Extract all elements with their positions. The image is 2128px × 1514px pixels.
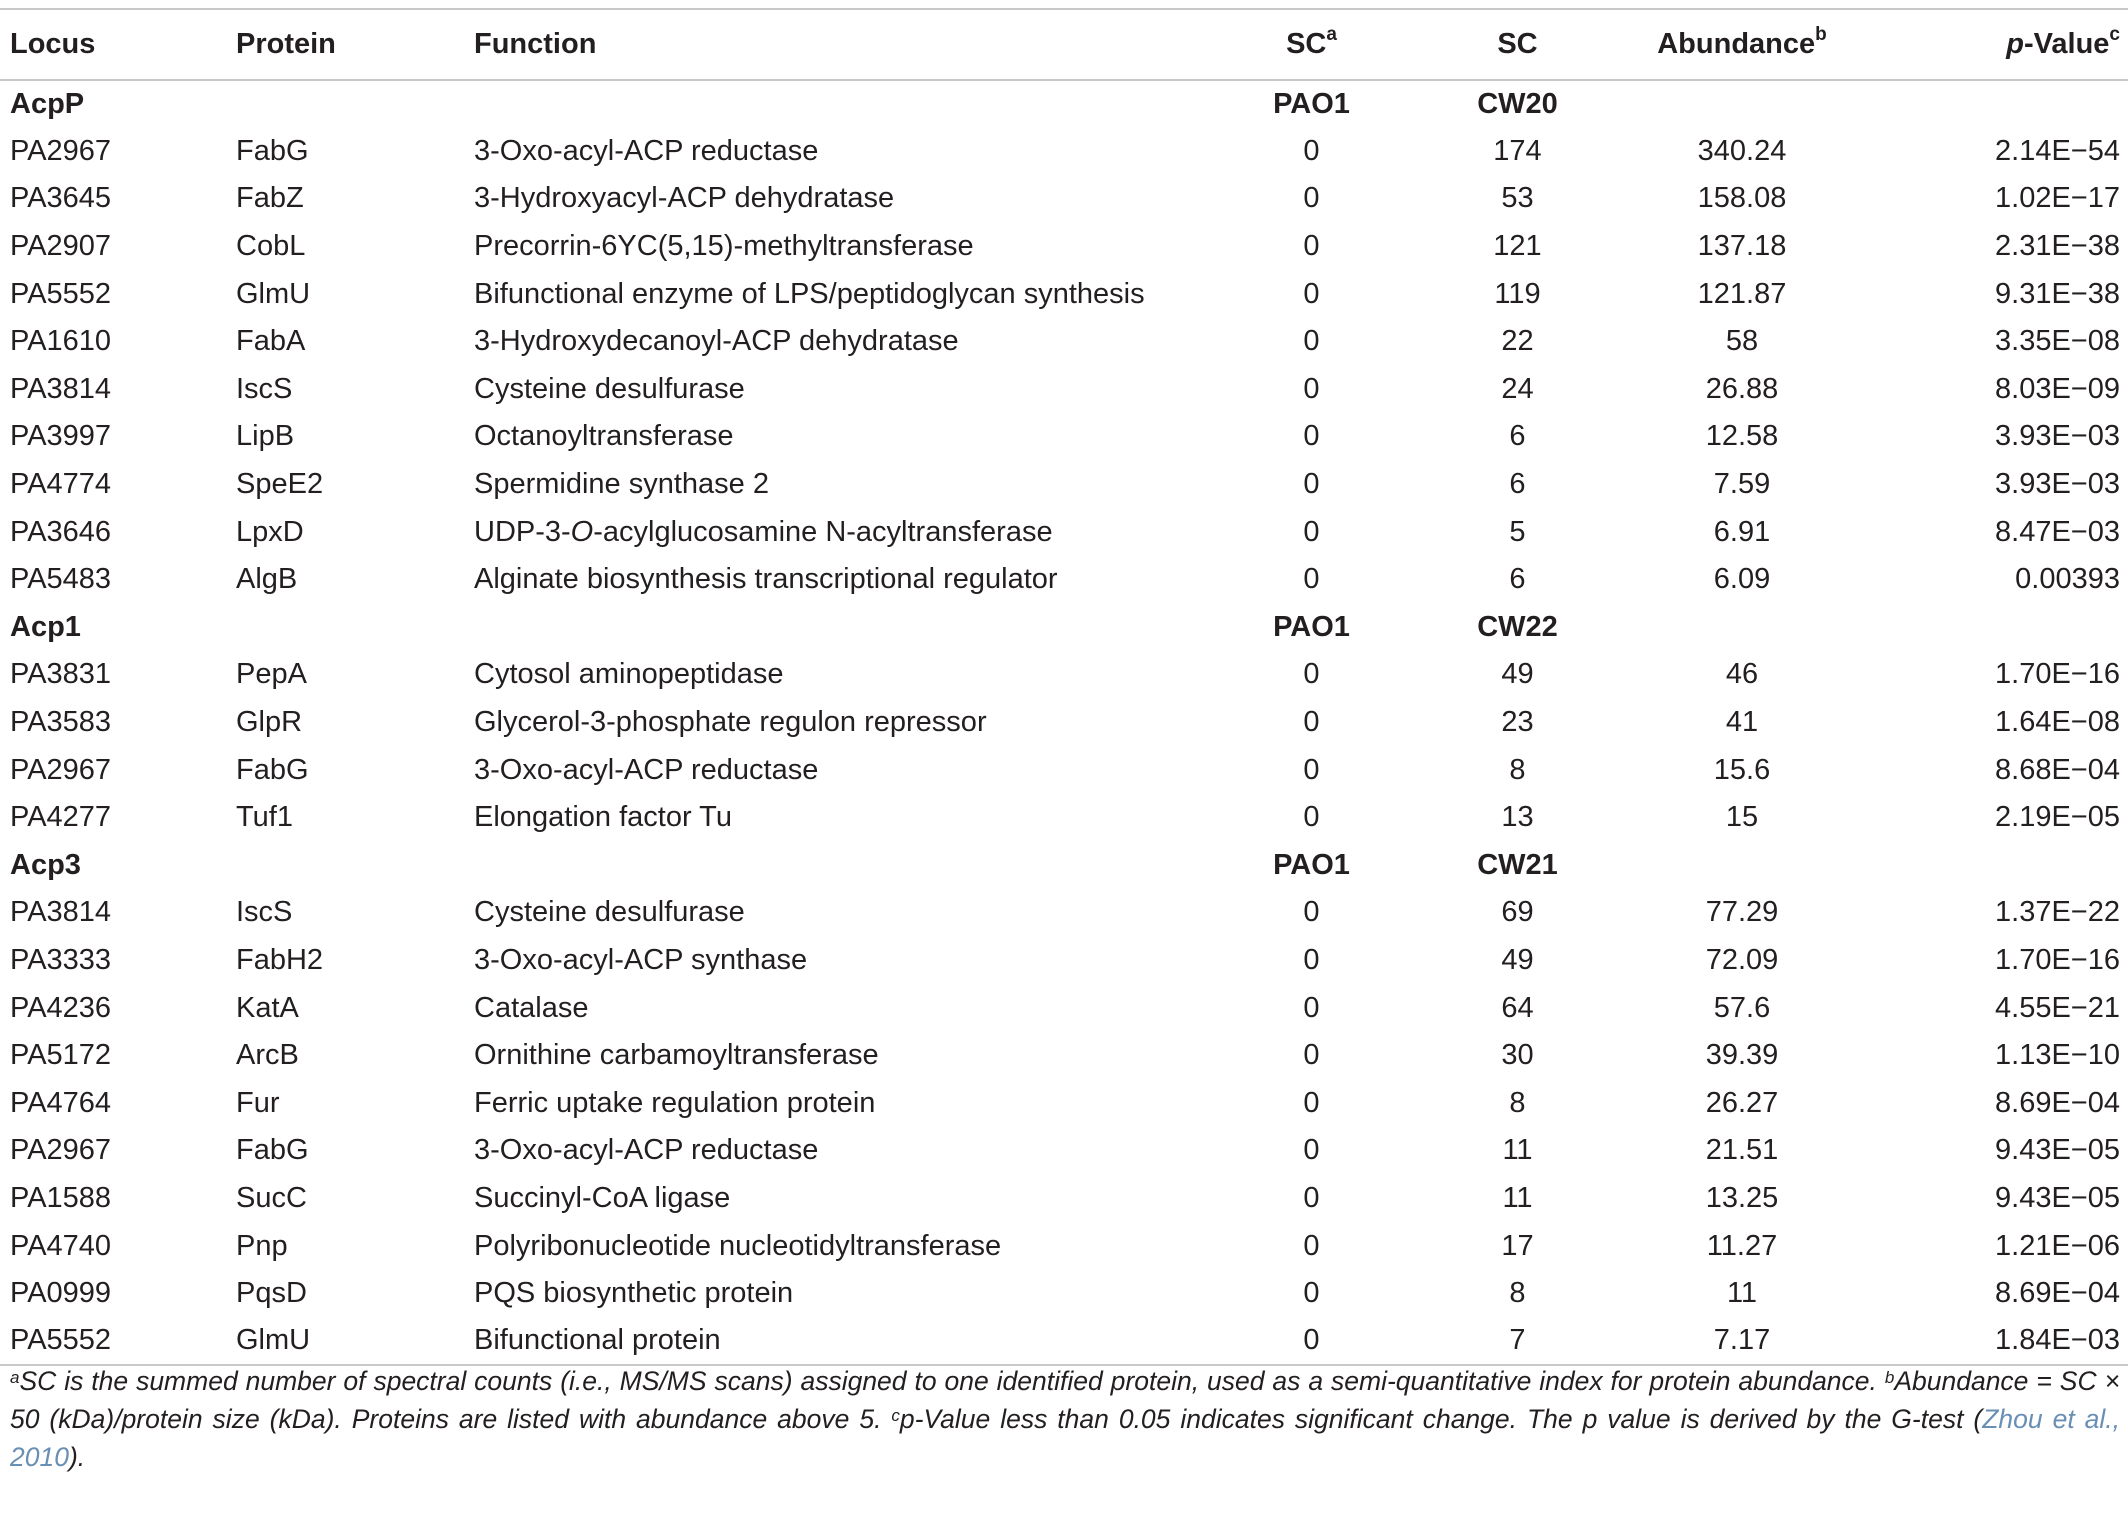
cell-sc: 7 xyxy=(1429,1317,1606,1365)
cell-abundance: 72.09 xyxy=(1705,943,1779,976)
group-strain-a: PAO1 xyxy=(1273,848,1350,881)
cell-function: Octanoyltransferase xyxy=(474,420,734,453)
cell-function: Glycerol-3-phosphate regulon repressor xyxy=(474,706,987,739)
table-row xyxy=(0,1127,2128,1175)
cell-sc-a: 0 xyxy=(1303,230,1320,263)
header-function: Function xyxy=(474,9,1194,80)
footnote-mark-a: a xyxy=(1326,24,1337,45)
cell-abundance: 12.58 xyxy=(1705,420,1779,453)
cell-function: Cysteine desulfurase xyxy=(474,372,745,405)
table-row xyxy=(0,937,2128,985)
cell-locus: PA2967 xyxy=(10,753,112,786)
cell-function: 3-Oxo-acyl-ACP synthase xyxy=(474,943,808,976)
cell-function: 3-Hydroxyacyl-ACP dehydratase xyxy=(474,182,895,215)
cell-sc: 69 xyxy=(1501,896,1534,929)
group-name: Acp1 xyxy=(10,610,81,643)
cell-function: Bifunctional enzyme of LPS/peptidoglycan synthesis xyxy=(474,277,1145,310)
cell-protein: CobL xyxy=(236,230,306,263)
cell-protein: ArcB xyxy=(236,1039,299,1072)
header-abundance: Abundance$^b$ xyxy=(1606,9,1878,80)
table-row xyxy=(0,175,2128,223)
cell-sc-a: 0 xyxy=(1303,658,1320,691)
cell-pvalue: 9.43E−05 xyxy=(1995,1134,2120,1167)
table-row xyxy=(0,1079,2128,1127)
cell-sc-a: 0 xyxy=(1303,896,1320,929)
cell-function: Ornithine carbamoyltransferase xyxy=(474,1039,879,1072)
cell-pvalue: 8.03E−09 xyxy=(1995,372,2120,405)
cell-sc: 11 xyxy=(1502,1181,1533,1214)
cell-function: Elongation factor Tu xyxy=(474,801,732,834)
cell-locus: PA4236 xyxy=(10,991,112,1024)
cell-sc: 121 xyxy=(1493,230,1542,263)
cell-sc: 22 xyxy=(1501,325,1534,358)
cell-sc-a: 0 xyxy=(1303,706,1320,739)
table-row xyxy=(0,699,2128,747)
cell-sc-a: 0 xyxy=(1303,277,1320,310)
cell-protein: AlgB xyxy=(236,563,298,596)
cell-locus: PA3814 xyxy=(10,372,112,405)
cell-sc-a: 0 xyxy=(1303,991,1320,1024)
cell-locus: PA2907 xyxy=(10,230,112,263)
cell-sc: 17 xyxy=(1501,1229,1534,1262)
cell-sc-a: 0 xyxy=(1303,515,1320,548)
cell-function: Spermidine synthase 2 xyxy=(474,468,769,501)
header-row xyxy=(0,9,2128,80)
cell-sc-a: 0 xyxy=(1303,563,1320,596)
cell-pvalue: 2.14E−54 xyxy=(1995,134,2120,167)
cell-function: 3-Hydroxydecanoyl-ACP dehydratase xyxy=(474,325,959,358)
cell-pvalue: 4.55E−21 xyxy=(1995,991,2120,1024)
cell-protein: KatA xyxy=(236,991,299,1024)
table-row xyxy=(0,1270,2128,1318)
cell-function: Alginate biosynthesis transcriptional regulator xyxy=(474,563,1058,596)
cell-sc-a: 0 xyxy=(1303,1086,1320,1119)
cell-sc-a: 0 xyxy=(1194,1317,1429,1365)
cell-protein: SpeE2 xyxy=(236,468,324,501)
cell-protein: PepA xyxy=(236,658,307,691)
group-row xyxy=(0,80,2128,128)
cell-pvalue: 1.13E−10 xyxy=(1995,1039,2120,1072)
table-row xyxy=(0,270,2128,318)
cell-abundance: 26.88 xyxy=(1705,372,1779,405)
cell-sc-a: 0 xyxy=(1303,943,1320,976)
cell-protein: FabH2 xyxy=(236,943,324,976)
cell-abundance: 7.59 xyxy=(1713,468,1771,501)
cell-sc-a: 0 xyxy=(1303,1039,1320,1072)
table-body xyxy=(0,80,2128,1365)
table-row xyxy=(0,984,2128,1032)
table-row xyxy=(0,651,2128,699)
table-row xyxy=(0,128,2128,176)
cell-pvalue: 8.69E−04 xyxy=(1995,1277,2120,1310)
cell-abundance: 15.6 xyxy=(1713,753,1771,786)
cell-abundance: 41 xyxy=(1725,706,1759,739)
cell-locus: PA4277 xyxy=(10,801,112,834)
group-strain-b: CW20 xyxy=(1477,87,1558,120)
header-sc: SC xyxy=(1429,9,1606,80)
cell-protein: FabA xyxy=(236,325,306,358)
cell-sc: 5 xyxy=(1509,515,1526,548)
cell-sc-a: 0 xyxy=(1303,372,1320,405)
cell-sc-a: 0 xyxy=(1303,420,1320,453)
table-row xyxy=(0,746,2128,794)
table-row xyxy=(0,461,2128,509)
cell-pvalue: 9.31E−38 xyxy=(1995,277,2120,310)
cell-locus: PA3646 xyxy=(10,515,112,548)
cell-pvalue: 2.19E−05 xyxy=(1995,801,2120,834)
cell-pvalue: 3.93E−03 xyxy=(1995,468,2120,501)
group-strain-a: PAO1 xyxy=(1273,610,1350,643)
cell-sc: 8 xyxy=(1509,1277,1526,1310)
cell-function: Cysteine desulfurase xyxy=(474,896,745,929)
cell-pvalue: 8.69E−04 xyxy=(1995,1086,2120,1119)
table-row xyxy=(0,223,2128,271)
cell-protein: LipB xyxy=(236,420,295,453)
cell-abundance: 11 xyxy=(1726,1277,1758,1310)
cell-abundance: 158.08 xyxy=(1697,182,1787,215)
cell-protein: GlpR xyxy=(236,706,303,739)
cell-protein: GlmU xyxy=(236,277,311,310)
cell-locus: PA5172 xyxy=(10,1039,112,1072)
cell-locus: PA4740 xyxy=(10,1229,112,1262)
cell-locus: PA2967 xyxy=(10,134,112,167)
cell-protein: LpxD xyxy=(236,515,304,548)
cell-locus: PA3333 xyxy=(10,943,112,976)
cell-function: 3-Oxo-acyl-ACP reductase xyxy=(474,134,819,167)
cell-sc-a: 0 xyxy=(1303,325,1320,358)
cell-sc-a: 0 xyxy=(1303,1181,1320,1214)
cell-sc-a: 0 xyxy=(1303,182,1320,215)
cell-protein: Pnp xyxy=(236,1229,288,1262)
cell-sc: 30 xyxy=(1501,1039,1534,1072)
header-protein: Protein xyxy=(236,9,474,80)
table-row xyxy=(0,1175,2128,1223)
cell-pvalue: 2.31E−38 xyxy=(1995,230,2120,263)
cell-pvalue: 0.00393 xyxy=(2015,563,2120,596)
cell-locus: PA4764 xyxy=(10,1086,112,1119)
table-footnotes: $^a$SC is the summed number of spectral counts (i.e., MS/MS scans) assigned to one identified protein, used as a semi-quantitative index for protein abundance. $^b$Abundance = SC × 50 (kDa)/protein size (kDa). Proteins are listed with abundance above 5. $^c$p-Value less than 0.05 indicates significant change. The p value is derived by the G-test (Zhou et al., 2010). xyxy=(10,1366,2120,1472)
table-row xyxy=(0,889,2128,937)
table-row xyxy=(0,1317,2128,1365)
cell-function: UDP-3-O-acylglucosamine N-acyltransferase xyxy=(474,515,1053,548)
cell-protein: FabG xyxy=(236,753,309,786)
cell-abundance: 11.27 xyxy=(1706,1229,1778,1262)
cell-sc: 119 xyxy=(1494,277,1541,310)
header-pvalue: p-Value$^c$ xyxy=(1878,9,2128,80)
cell-locus: PA3831 xyxy=(10,658,112,691)
cell-sc: 6 xyxy=(1509,563,1526,596)
cell-protein: SucC xyxy=(236,1181,307,1214)
cell-sc: 8 xyxy=(1509,753,1526,786)
group-row xyxy=(0,604,2128,652)
group-strain-a: PAO1 xyxy=(1273,87,1350,120)
cell-abundance: 7.17 xyxy=(1606,1317,1878,1365)
cell-function: Bifunctional protein xyxy=(474,1317,1194,1365)
cell-pvalue: 1.70E−16 xyxy=(1995,658,2120,691)
cell-pvalue: 1.84E−03 xyxy=(1878,1317,2128,1365)
cell-sc-a: 0 xyxy=(1303,1229,1320,1262)
cell-sc: 6 xyxy=(1509,468,1526,501)
cell-protein: GlmU xyxy=(236,1317,474,1365)
cell-sc: 23 xyxy=(1501,706,1534,739)
cell-sc-a: 0 xyxy=(1303,1277,1320,1310)
cell-protein: FabG xyxy=(236,134,309,167)
cell-abundance: 77.29 xyxy=(1705,896,1779,929)
cell-locus: PA5552 xyxy=(10,277,112,310)
cell-abundance: 6.09 xyxy=(1713,563,1771,596)
cell-protein: Fur xyxy=(236,1086,280,1119)
footnote-b: Abundance = SC × 50 (kDa)/protein size (kDa). Proteins are listed with abundance above 5. xyxy=(10,1366,2120,1434)
footnote-mark-c: c xyxy=(2109,24,2120,45)
cell-abundance: 137.18 xyxy=(1697,230,1787,263)
citation-link[interactable]: Zhou et al., 2010 xyxy=(10,1404,2120,1472)
cell-pvalue: 1.70E−16 xyxy=(1995,943,2120,976)
cell-protein: Tuf1 xyxy=(236,801,293,834)
cell-function: Catalase xyxy=(474,991,589,1024)
cell-abundance: 340.24 xyxy=(1697,134,1787,167)
cell-locus: PA5552 xyxy=(0,1317,236,1365)
cell-locus: PA0999 xyxy=(10,1277,112,1310)
cell-locus: PA2967 xyxy=(10,1134,112,1167)
cell-sc-a: 0 xyxy=(1303,1134,1320,1167)
cell-abundance: 39.39 xyxy=(1705,1039,1779,1072)
header-locus: Locus xyxy=(0,9,236,80)
cell-locus: PA3645 xyxy=(10,182,112,215)
cell-function: 3-Oxo-acyl-ACP reductase xyxy=(474,753,819,786)
cell-abundance: 15 xyxy=(1725,801,1759,834)
cell-pvalue: 9.43E−05 xyxy=(1995,1181,2120,1214)
cell-function: Succinyl-CoA ligase xyxy=(474,1181,731,1214)
cell-pvalue: 3.35E−08 xyxy=(1995,325,2120,358)
cell-abundance: 13.25 xyxy=(1705,1181,1779,1214)
group-row xyxy=(0,842,2128,890)
cell-sc-a: 0 xyxy=(1303,468,1320,501)
cell-abundance: 58 xyxy=(1725,325,1759,358)
cell-locus: PA1610 xyxy=(10,325,112,358)
cell-protein: IscS xyxy=(236,372,293,405)
table-row xyxy=(0,556,2128,604)
cell-abundance: 6.91 xyxy=(1713,515,1771,548)
cell-pvalue: 1.37E−22 xyxy=(1995,896,2120,929)
table-row xyxy=(0,366,2128,414)
header-sc-a: $SC^a$ xyxy=(1194,9,1429,80)
cell-protein: PqsD xyxy=(236,1277,307,1310)
cell-abundance: 21.51 xyxy=(1705,1134,1779,1167)
table-row xyxy=(0,508,2128,556)
cell-sc: 11 xyxy=(1502,1134,1533,1167)
cell-sc: 49 xyxy=(1501,943,1534,976)
cell-locus: PA4774 xyxy=(10,468,112,501)
cell-abundance: 46 xyxy=(1725,658,1759,691)
cell-abundance: 121.87 xyxy=(1697,277,1787,310)
cell-locus: PA5483 xyxy=(10,563,112,596)
cell-sc: 174 xyxy=(1493,134,1542,167)
cell-function: Cytosol aminopeptidase xyxy=(474,658,784,691)
table-row xyxy=(0,1032,2128,1080)
group-strain-b: CW21 xyxy=(1477,848,1558,881)
cell-sc: 24 xyxy=(1501,372,1534,405)
cell-function: Ferric uptake regulation protein xyxy=(474,1086,876,1119)
cell-sc-a: 0 xyxy=(1303,753,1320,786)
cell-function: Precorrin-6YC(5,15)-methyltransferase xyxy=(474,230,974,263)
cell-pvalue: 1.64E−08 xyxy=(1995,706,2120,739)
cell-pvalue: 1.02E−17 xyxy=(1995,182,2120,215)
cell-abundance: 26.27 xyxy=(1705,1086,1779,1119)
cell-pvalue: 3.93E−03 xyxy=(1995,420,2120,453)
cell-pvalue: 8.68E−04 xyxy=(1995,753,2120,786)
footnote-mark-b: b xyxy=(1815,24,1827,45)
cell-pvalue: 8.47E−03 xyxy=(1995,515,2120,548)
cell-locus: PA1588 xyxy=(10,1181,112,1214)
cell-sc: 64 xyxy=(1501,991,1534,1024)
data-table xyxy=(0,8,2128,1366)
cell-sc-a: 0 xyxy=(1303,801,1320,834)
cell-abundance: 57.6 xyxy=(1713,991,1771,1024)
table-row xyxy=(0,1222,2128,1270)
cell-locus: PA3997 xyxy=(10,420,112,453)
footnote-c: p-Value less than 0.05 indicates significant change. The p value is derived by the G-test ( xyxy=(899,1404,1983,1434)
cell-protein: IscS xyxy=(236,896,293,929)
group-name: Acp3 xyxy=(10,848,81,881)
table-row xyxy=(0,318,2128,366)
cell-sc: 49 xyxy=(1501,658,1534,691)
table-row xyxy=(0,413,2128,461)
cell-function: PQS biosynthetic protein xyxy=(474,1277,794,1310)
cell-sc: 13 xyxy=(1501,801,1534,834)
cell-sc: 6 xyxy=(1509,420,1526,453)
group-strain-b: CW22 xyxy=(1477,610,1558,643)
cell-function: Polyribonucleotide nucleotidyltransferase xyxy=(474,1229,1002,1262)
footnote-a: SC is the summed number of spectral counts (i.e., MS/MS scans) assigned to one identified protein, used as a semi-quantitative index for protein abundance. xyxy=(19,1366,1877,1396)
cell-locus: PA3814 xyxy=(10,896,112,929)
cell-pvalue: 1.21E−06 xyxy=(1995,1229,2120,1262)
cell-protein: FabZ xyxy=(236,182,304,215)
cell-sc: 53 xyxy=(1501,182,1534,215)
table-row xyxy=(0,794,2128,842)
group-name: AcpP xyxy=(10,87,85,120)
cell-function: 3-Oxo-acyl-ACP reductase xyxy=(474,1134,819,1167)
cell-sc-a: 0 xyxy=(1303,134,1320,167)
cell-locus: PA3583 xyxy=(10,706,112,739)
cell-protein: FabG xyxy=(236,1134,309,1167)
cell-sc: 8 xyxy=(1509,1086,1526,1119)
